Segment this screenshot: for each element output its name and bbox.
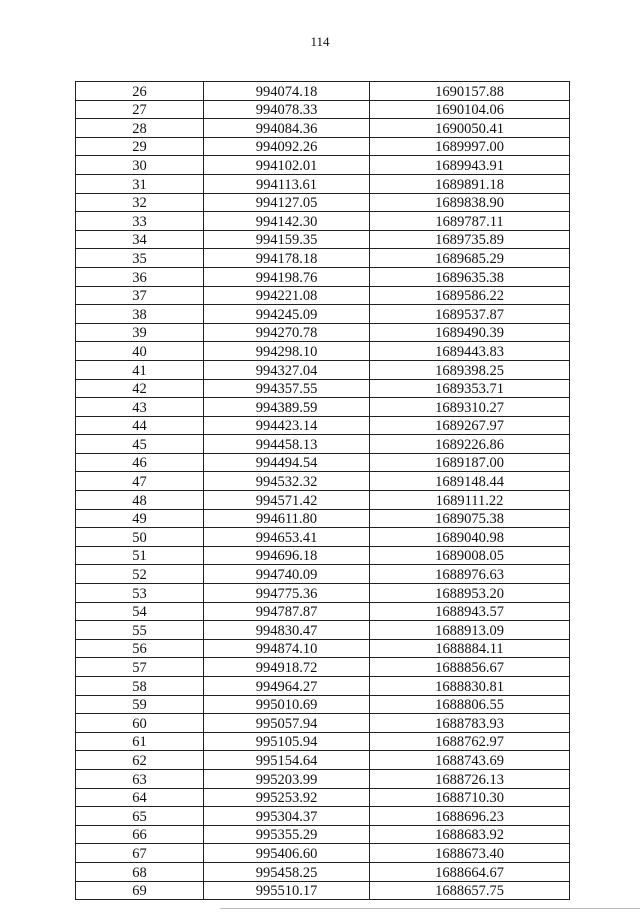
point-number-cell: 64 <box>76 788 204 807</box>
y-coordinate-cell: 1689187.00 <box>370 453 570 472</box>
table-row <box>76 230 570 249</box>
point-number-cell: 60 <box>76 714 204 733</box>
x-coordinate-cell: 995253.92 <box>204 788 370 807</box>
y-coordinate-cell: 1689267.97 <box>370 416 570 435</box>
y-coordinate-cell: 1689443.83 <box>370 342 570 361</box>
y-coordinate-cell: 1689635.38 <box>370 267 570 286</box>
table-row <box>76 565 570 584</box>
table-row <box>76 305 570 324</box>
point-number-cell: 61 <box>76 732 204 751</box>
point-number-cell: 63 <box>76 769 204 788</box>
point-number-cell: 47 <box>76 472 204 491</box>
point-number-cell: 29 <box>76 137 204 156</box>
table-row <box>76 435 570 454</box>
table-row <box>76 769 570 788</box>
table-row <box>76 360 570 379</box>
table-row <box>76 453 570 472</box>
bottom-rule <box>220 908 640 909</box>
y-coordinate-cell: 1688943.57 <box>370 602 570 621</box>
point-number-cell: 45 <box>76 435 204 454</box>
x-coordinate-cell: 994423.14 <box>204 416 370 435</box>
table-row <box>76 825 570 844</box>
x-coordinate-cell: 995105.94 <box>204 732 370 751</box>
x-coordinate-cell: 994830.47 <box>204 621 370 640</box>
x-coordinate-cell: 994074.18 <box>204 82 370 101</box>
x-coordinate-cell: 994178.18 <box>204 249 370 268</box>
point-number-cell: 54 <box>76 602 204 621</box>
table-row <box>76 695 570 714</box>
y-coordinate-cell: 1689537.87 <box>370 305 570 324</box>
point-number-cell: 27 <box>76 100 204 119</box>
y-coordinate-cell: 1689075.38 <box>370 509 570 528</box>
y-coordinate-cell: 1689735.89 <box>370 230 570 249</box>
x-coordinate-cell: 994198.76 <box>204 267 370 286</box>
x-coordinate-cell: 994787.87 <box>204 602 370 621</box>
point-number-cell: 30 <box>76 156 204 175</box>
point-number-cell: 46 <box>76 453 204 472</box>
y-coordinate-cell: 1689226.86 <box>370 435 570 454</box>
y-coordinate-cell: 1688856.67 <box>370 658 570 677</box>
table-row <box>76 286 570 305</box>
y-coordinate-cell: 1689310.27 <box>370 398 570 417</box>
table-row <box>76 658 570 677</box>
point-number-cell: 36 <box>76 267 204 286</box>
table-row <box>76 881 570 900</box>
x-coordinate-cell: 994389.59 <box>204 398 370 417</box>
point-number-cell: 33 <box>76 212 204 231</box>
x-coordinate-cell: 994142.30 <box>204 212 370 231</box>
x-coordinate-cell: 994874.10 <box>204 639 370 658</box>
point-number-cell: 32 <box>76 193 204 212</box>
point-number-cell: 55 <box>76 621 204 640</box>
y-coordinate-cell: 1688913.09 <box>370 621 570 640</box>
x-coordinate-cell: 994113.61 <box>204 174 370 193</box>
point-number-cell: 35 <box>76 249 204 268</box>
table-row <box>76 509 570 528</box>
page-number: 114 <box>310 34 330 49</box>
x-coordinate-cell: 994458.13 <box>204 435 370 454</box>
table-row <box>76 137 570 156</box>
y-coordinate-cell: 1688976.63 <box>370 565 570 584</box>
x-coordinate-cell: 994532.32 <box>204 472 370 491</box>
table-row <box>76 398 570 417</box>
point-number-cell: 65 <box>76 807 204 826</box>
point-number-cell: 50 <box>76 528 204 547</box>
y-coordinate-cell: 1688673.40 <box>370 844 570 863</box>
y-coordinate-cell: 1689838.90 <box>370 193 570 212</box>
table-row <box>76 323 570 342</box>
point-number-cell: 59 <box>76 695 204 714</box>
table-row <box>76 416 570 435</box>
y-coordinate-cell: 1689891.18 <box>370 174 570 193</box>
x-coordinate-cell: 994740.09 <box>204 565 370 584</box>
table-row <box>76 862 570 881</box>
table-row <box>76 100 570 119</box>
x-coordinate-cell: 994298.10 <box>204 342 370 361</box>
x-coordinate-cell: 994159.35 <box>204 230 370 249</box>
table-row <box>76 156 570 175</box>
y-coordinate-cell: 1688696.23 <box>370 807 570 826</box>
table-row <box>76 751 570 770</box>
point-number-cell: 52 <box>76 565 204 584</box>
x-coordinate-cell: 994696.18 <box>204 546 370 565</box>
point-number-cell: 41 <box>76 360 204 379</box>
point-number-cell: 58 <box>76 677 204 696</box>
point-number-cell: 62 <box>76 751 204 770</box>
y-coordinate-cell: 1688710.30 <box>370 788 570 807</box>
point-number-cell: 43 <box>76 398 204 417</box>
point-number-cell: 68 <box>76 862 204 881</box>
point-number-cell: 39 <box>76 323 204 342</box>
y-coordinate-cell: 1689148.44 <box>370 472 570 491</box>
x-coordinate-cell: 994221.08 <box>204 286 370 305</box>
y-coordinate-cell: 1688806.55 <box>370 695 570 714</box>
table-row <box>76 732 570 751</box>
point-number-cell: 56 <box>76 639 204 658</box>
point-number-cell: 34 <box>76 230 204 249</box>
x-coordinate-cell: 994964.27 <box>204 677 370 696</box>
point-number-cell: 49 <box>76 509 204 528</box>
x-coordinate-cell: 994270.78 <box>204 323 370 342</box>
x-coordinate-cell: 995010.69 <box>204 695 370 714</box>
y-coordinate-cell: 1690050.41 <box>370 119 570 138</box>
y-coordinate-cell: 1688884.11 <box>370 639 570 658</box>
coordinates-table-body <box>76 82 570 900</box>
x-coordinate-cell: 995203.99 <box>204 769 370 788</box>
y-coordinate-cell: 1688743.69 <box>370 751 570 770</box>
x-coordinate-cell: 995458.25 <box>204 862 370 881</box>
point-number-cell: 66 <box>76 825 204 844</box>
table-row <box>76 472 570 491</box>
table-row <box>76 844 570 863</box>
table-row <box>76 342 570 361</box>
x-coordinate-cell: 995057.94 <box>204 714 370 733</box>
point-number-cell: 48 <box>76 491 204 510</box>
point-number-cell: 42 <box>76 379 204 398</box>
x-coordinate-cell: 994571.42 <box>204 491 370 510</box>
table-row <box>76 546 570 565</box>
point-number-cell: 57 <box>76 658 204 677</box>
table-row <box>76 621 570 640</box>
x-coordinate-cell: 994245.09 <box>204 305 370 324</box>
y-coordinate-cell: 1688683.92 <box>370 825 570 844</box>
y-coordinate-cell: 1689787.11 <box>370 212 570 231</box>
point-number-cell: 38 <box>76 305 204 324</box>
table-row <box>76 119 570 138</box>
y-coordinate-cell: 1689111.22 <box>370 491 570 510</box>
point-number-cell: 26 <box>76 82 204 101</box>
point-number-cell: 40 <box>76 342 204 361</box>
table-row <box>76 714 570 733</box>
y-coordinate-cell: 1688726.13 <box>370 769 570 788</box>
point-number-cell: 69 <box>76 881 204 900</box>
point-number-cell: 31 <box>76 174 204 193</box>
y-coordinate-cell: 1689008.05 <box>370 546 570 565</box>
table-row <box>76 788 570 807</box>
x-coordinate-cell: 994357.55 <box>204 379 370 398</box>
y-coordinate-cell: 1688664.67 <box>370 862 570 881</box>
x-coordinate-cell: 995510.17 <box>204 881 370 900</box>
x-coordinate-cell: 995406.60 <box>204 844 370 863</box>
table-row <box>76 528 570 547</box>
point-number-cell: 51 <box>76 546 204 565</box>
table-row <box>76 174 570 193</box>
table-row <box>76 807 570 826</box>
table-row <box>76 267 570 286</box>
table-row <box>76 639 570 658</box>
table-row <box>76 212 570 231</box>
y-coordinate-cell: 1688953.20 <box>370 584 570 603</box>
x-coordinate-cell: 995355.29 <box>204 825 370 844</box>
y-coordinate-cell: 1689685.29 <box>370 249 570 268</box>
y-coordinate-cell: 1688783.93 <box>370 714 570 733</box>
coordinates-table <box>75 81 570 900</box>
table-row <box>76 602 570 621</box>
y-coordinate-cell: 1688762.97 <box>370 732 570 751</box>
y-coordinate-cell: 1689353.71 <box>370 379 570 398</box>
x-coordinate-cell: 995304.37 <box>204 807 370 826</box>
table-row <box>76 379 570 398</box>
y-coordinate-cell: 1689943.91 <box>370 156 570 175</box>
y-coordinate-cell: 1689040.98 <box>370 528 570 547</box>
y-coordinate-cell: 1690157.88 <box>370 82 570 101</box>
table-row <box>76 491 570 510</box>
y-coordinate-cell: 1688657.75 <box>370 881 570 900</box>
x-coordinate-cell: 994327.04 <box>204 360 370 379</box>
table-row <box>76 677 570 696</box>
x-coordinate-cell: 994092.26 <box>204 137 370 156</box>
point-number-cell: 28 <box>76 119 204 138</box>
x-coordinate-cell: 994078.33 <box>204 100 370 119</box>
y-coordinate-cell: 1689490.39 <box>370 323 570 342</box>
point-number-cell: 67 <box>76 844 204 863</box>
y-coordinate-cell: 1688830.81 <box>370 677 570 696</box>
y-coordinate-cell: 1689398.25 <box>370 360 570 379</box>
y-coordinate-cell: 1689997.00 <box>370 137 570 156</box>
x-coordinate-cell: 994084.36 <box>204 119 370 138</box>
x-coordinate-cell: 995154.64 <box>204 751 370 770</box>
table-row <box>76 82 570 101</box>
point-number-cell: 44 <box>76 416 204 435</box>
table-row <box>76 193 570 212</box>
x-coordinate-cell: 994611.80 <box>204 509 370 528</box>
point-number-cell: 37 <box>76 286 204 305</box>
x-coordinate-cell: 994653.41 <box>204 528 370 547</box>
x-coordinate-cell: 994775.36 <box>204 584 370 603</box>
x-coordinate-cell: 994127.05 <box>204 193 370 212</box>
x-coordinate-cell: 994102.01 <box>204 156 370 175</box>
y-coordinate-cell: 1689586.22 <box>370 286 570 305</box>
x-coordinate-cell: 994918.72 <box>204 658 370 677</box>
x-coordinate-cell: 994494.54 <box>204 453 370 472</box>
point-number-cell: 53 <box>76 584 204 603</box>
table-row <box>76 249 570 268</box>
table-row <box>76 584 570 603</box>
y-coordinate-cell: 1690104.06 <box>370 100 570 119</box>
